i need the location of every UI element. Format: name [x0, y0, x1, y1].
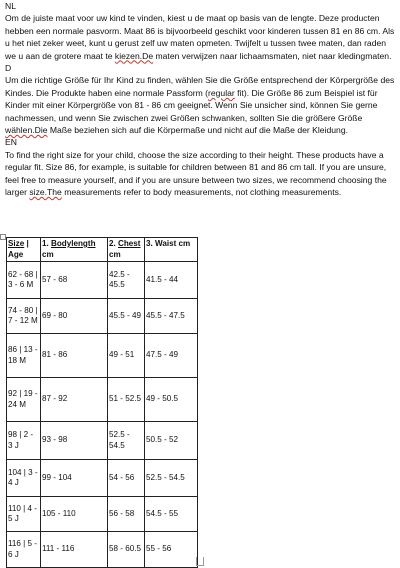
cell-chest: 49 - 51 — [108, 334, 145, 378]
document-body — [5, 0, 397, 199]
table-row — [7, 299, 198, 334]
nl-paragraph — [5, 12, 397, 62]
de-text-2: fit). Die Größe 86 zum Beispiel ist für Kinder mit einer Körpergröße von 81 - 86 cm geeignet. Wenn Sie unsicher sind, können Sie gerne nachmessen, und wenn Sie zwischen zwei Größen schwanken, sollten Sie die größere Größe — [5, 87, 378, 123]
en-text-1: To find the right size for your child, choose the size according to their height. These products have a regular fit. Size 86, for example, is suitable for children between 81 and 86 cm tall. If you are unsure, feel free to measure yourself, and if you are unsure between two sizes, we recommend choosing the larger — [5, 149, 387, 198]
en-spellcheck-word: size.The — [29, 187, 62, 198]
de-paragraph — [5, 74, 397, 136]
en-text-2: measurements refer to body measurements, not clothing measurements. — [61, 187, 342, 198]
de-text-1: Um die richtige Größe für Ihr Kind zu finden, wählen Sie die Größe entsprechend der Körpergröße des Kindes. Die Produkte haben eine normale Passform ( — [5, 75, 395, 98]
cell-waist: 55 - 56 — [145, 532, 198, 568]
cell-waist: 54.5 - 55 — [145, 497, 198, 532]
cell-chest: 45.5 - 49 — [108, 299, 145, 334]
cell-bodylength: 93 - 98 — [41, 422, 108, 460]
cell-chest: 52.5 - 54.5 — [108, 422, 145, 460]
cell-bodylength: 111 - 116 — [41, 532, 108, 568]
en-label: EN — [5, 137, 17, 148]
cell-size: 116 | 5 - 6 J — [7, 532, 41, 568]
header-chest: 2. Chest cm — [108, 238, 145, 262]
cell-bodylength: 69 - 80 — [41, 299, 108, 334]
table-row — [7, 334, 198, 378]
cell-waist: 49 - 50.5 — [145, 378, 198, 422]
table-row — [7, 422, 198, 460]
cell-waist: 47.5 - 49 — [145, 334, 198, 378]
cell-chest: 51 - 52.5 — [108, 378, 145, 422]
cell-chest: 58 - 60.5 — [108, 532, 145, 568]
table-row — [7, 262, 198, 299]
cell-size: 104 | 3 - 4 J — [7, 460, 41, 497]
cell-size: 92 | 19 - 24 M — [7, 378, 41, 422]
nl-spellcheck-word: kiezen.De — [114, 50, 154, 61]
cell-size: 74 - 80 | 7 - 12 M — [7, 299, 41, 334]
nl-text-2: maten verwijzen naar lichaamsmaten, niet naar kledingmaten. — [153, 50, 392, 61]
cell-bodylength: 105 - 110 — [41, 497, 108, 532]
table-row — [7, 460, 198, 497]
cell-waist: 41.5 - 44 — [145, 262, 198, 299]
size-table — [6, 237, 198, 568]
de-spellcheck-word-2: wählen.Die — [5, 125, 48, 136]
size-table-container — [6, 237, 198, 568]
header-waist: 3. Waist cm — [145, 238, 198, 262]
header-size: Size | Age — [7, 238, 41, 262]
cell-bodylength: 57 - 68 — [41, 262, 108, 299]
table-move-handle[interactable] — [0, 234, 6, 240]
table-row — [7, 532, 198, 568]
table-row — [7, 378, 198, 422]
cell-bodylength: 81 - 86 — [41, 334, 108, 378]
table-row — [7, 497, 198, 532]
cell-size: 86 | 13 - 18 M — [7, 334, 41, 378]
table-end-marker — [196, 557, 204, 566]
cell-size: 110 | 4 - 5 J — [7, 497, 41, 532]
cell-bodylength: 87 - 92 — [41, 378, 108, 422]
cell-waist: 52.5 - 54.5 — [145, 460, 198, 497]
cell-waist: 50.5 - 52 — [145, 422, 198, 460]
de-text-3: Maße beziehen sich auf die Körpermaße und nicht auf die Maße der Kleidung. — [47, 125, 348, 136]
cell-chest: 42.5 - 45.5 — [108, 262, 145, 299]
de-spellcheck-word-1: regular — [208, 87, 235, 98]
cell-waist: 45.5 - 47.5 — [145, 299, 198, 334]
table-header-row — [7, 238, 198, 262]
de-label: D — [5, 63, 12, 74]
cell-bodylength: 99 - 104 — [41, 460, 108, 497]
en-paragraph — [5, 149, 397, 199]
cell-size: 98 | 2 - 3 J — [7, 422, 41, 460]
cell-chest: 54 - 56 — [108, 460, 145, 497]
cell-size: 62 - 68 | 3 - 6 M — [7, 262, 41, 299]
cell-chest: 56 - 58 — [108, 497, 145, 532]
nl-label: NL — [5, 1, 16, 11]
header-bodylength: 1. Bodylength cm — [41, 238, 108, 262]
nl-text-1: Om de juiste maat voor uw kind te vinden, kiest u de maat op basis van de lengte. Deze producten hebben een normale pasvorm. Maat 86 is bijvoorbeeld geschikt voor kinderen tussen 81 en 86 cm. Als u het niet zeker weet, kunt u gerust zelf uw maten opmeten. Twijfelt u tussen twee maten, dan raden we u aan de grotere maat te — [5, 13, 395, 61]
